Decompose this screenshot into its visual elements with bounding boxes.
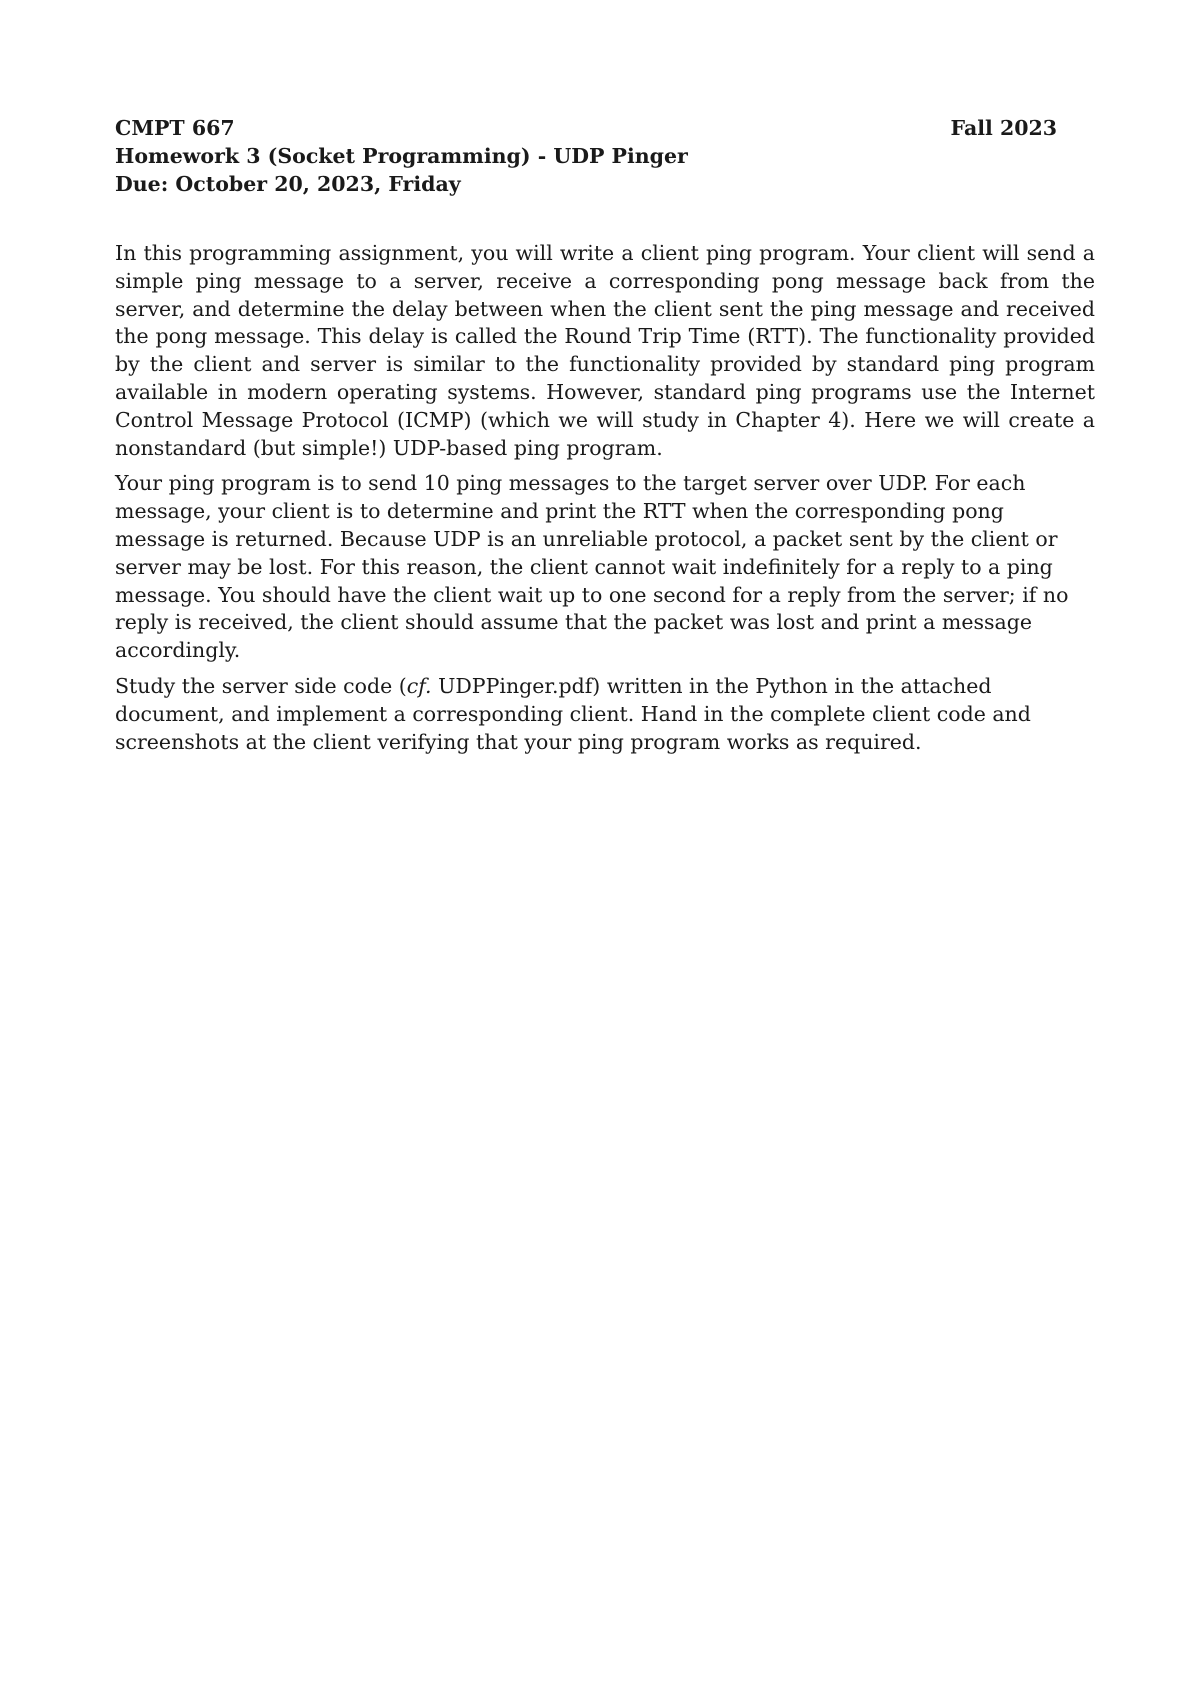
intro-paragraph: In this programming assignment, you will write a client ping program. Your client will send a simple ping message to a server, receive a corresponding pong message back from the server, and determine the delay between when the client sent the ping message and received the pong message. This delay is called the Round Trip Time (RTT). The functionality provided by the client and server is similar to the functionality provided by standard ping program available in modern operating systems. However, standard ping programs use the Internet Control Message Protocol (ICMP) (which we will study in Chapter 4). Here we will create a nonstandard (but simple!) UDP-based ping program.	[115, 241, 1095, 460]
course-code: CMPT 667	[115, 116, 235, 140]
due-date: Due: October 20, 2023, Friday	[115, 172, 461, 196]
instructions-text-start: Study the server side code (	[115, 673, 407, 698]
assignment-title: Homework 3 (Socket Programming) - UDP Pinger	[115, 144, 688, 168]
document-header	[115, 114, 1057, 198]
requirements-paragraph: Your ping program is to send 10 ping messages to the target server over UDP. For each message, your client is to determine and print the RTT when the corresponding pong message is returned. Because UDP is an unreliable protocol, a packet sent by the client or server may be lost. For this reason, the client cannot wait indefinitely for a reply to a ping message. You should have the client wait up to one second for a reply from the server; if no reply is received, the client should assume that the packet was lost and print a message accordingly.	[115, 471, 1069, 663]
instructions-text-end: UDPPinger.pdf) written in the Python in the attached document, and implement a corresponding client. Hand in the complete client code and screenshots at the client verifying that your ping program works as required.	[115, 673, 1031, 754]
instructions-paragraph	[115, 673, 1095, 756]
instructions-cf: cf.	[406, 673, 432, 698]
header-row	[115, 114, 1057, 142]
term-label: Fall 2023	[950, 116, 1057, 140]
document-body	[115, 240, 1095, 764]
